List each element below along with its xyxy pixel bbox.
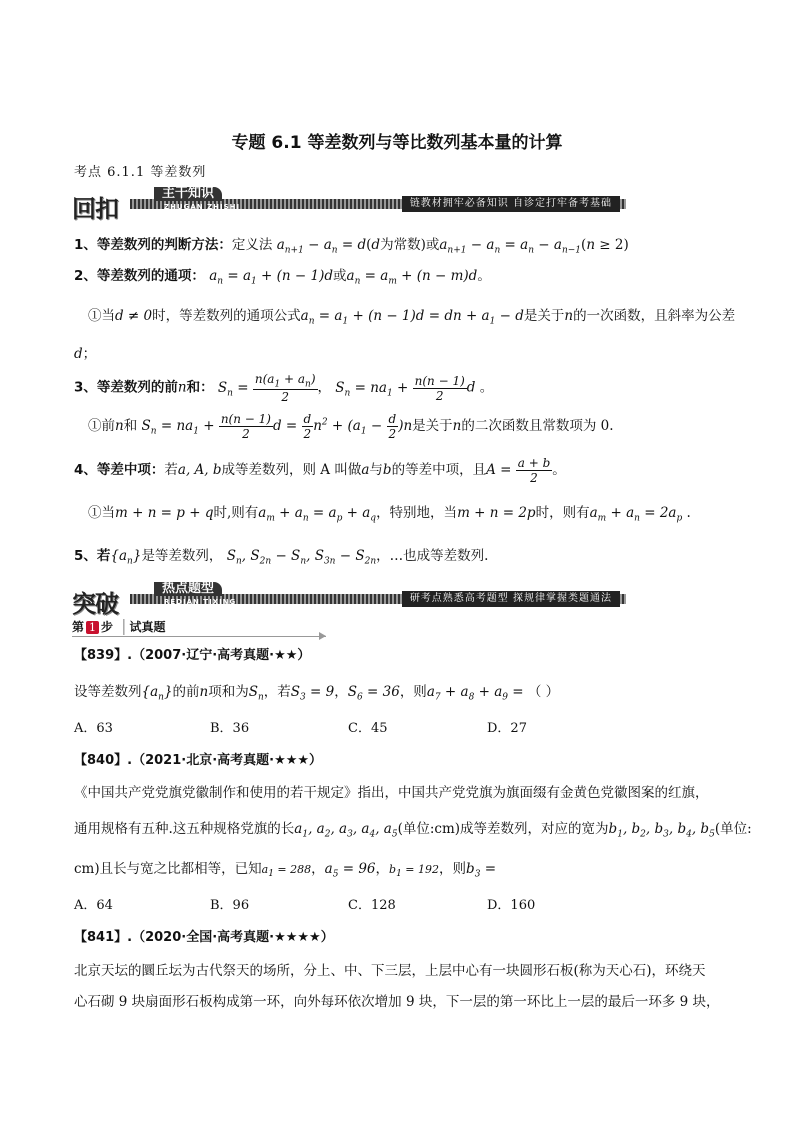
page-title: 专题 6.1 等差数列与等比数列基本量的计算 bbox=[231, 133, 563, 153]
q840-option-c: C．128 bbox=[348, 898, 396, 913]
step-arrow-icon bbox=[319, 632, 326, 640]
knowledge-2-note: ①当d ≠ 0时，等差数列的通项公式$a_n = a_1 + (n - 1)d$ = dn + $a_1 - d$是关于n的一次函数，且斜率为公差 bbox=[88, 308, 736, 327]
q841-line-1: 北京天坛的圜丘坛为古代祭天的场所，分上、中、下三层，上层中心有一块圆形石板(称为天心石)，环绕天 bbox=[74, 963, 706, 979]
q839-option-d: D．27 bbox=[487, 721, 527, 736]
kaodian-label: 考点 6.1.1 等差数列 bbox=[74, 165, 207, 180]
q839-header: 【839】.（2007·辽宁·高考真题·★★） bbox=[74, 648, 311, 663]
banner-breakthrough bbox=[72, 581, 626, 618]
banner-tab: 主干知识 bbox=[154, 187, 222, 201]
q841-header: 【841】.（2020·全国·高考真题·★★★★） bbox=[74, 930, 334, 945]
q841-line-2: 心石砌 9 块扇面形石板构成第一环，向外每环依次增加 9 块，下一层的第一环比上一层的最后一环多 9 块， bbox=[74, 994, 720, 1010]
banner-word: 突破 bbox=[72, 589, 118, 618]
q840-line-2: 通用规格有五种.这五种规格党旗的长$a_1$, $a_2$, $a_3$, $a_4$, $a_5$(单位:cm)成等差数列，对应的宽为$b_1$, $b_2$, $b_3$, $b_4$, $b_5$(单位: bbox=[74, 821, 752, 840]
banner-review bbox=[72, 186, 626, 223]
q840-line-3: cm)且长与宽之比都相等，已知$a_1 = 288$，$a_5 = 96$，$b_1 = 192$，则$b_3$ = bbox=[74, 861, 497, 880]
step-label: 第 1 步 | 试真题 bbox=[72, 616, 326, 637]
banner-slogan: 研考点熟悉高考题型 探规律掌握类题通法 bbox=[402, 591, 620, 607]
q840-option-d: D．160 bbox=[487, 898, 536, 913]
knowledge-2: 2、等差数列的通项： $a_n = a_1 + (n - 1)d$或$a_n = a_m + (n - m)d$。 bbox=[74, 268, 491, 287]
step-number: 1 bbox=[86, 621, 99, 634]
banner-pinyin: REDIAN TIXING bbox=[164, 598, 237, 606]
q840-option-a: A．64 bbox=[74, 898, 113, 913]
knowledge-3: 3、等差数列的前n和： $S_n$ = $\frac{n(a_1 + a_n)}{2}$ ， $S_n = na_1$ + $\frac{n(n - 1)}{2}$ d 。 bbox=[74, 372, 494, 405]
q840-line-1: 《中国共产党党旗党徽制作和使用的若干规定》指出，中国共产党党旗为旗面缀有金黄色党徽图案的红旗， bbox=[74, 785, 709, 801]
step-title: 试真题 bbox=[129, 620, 166, 634]
banner-slogan: 链教材拥牢必备知识 自诊定打牢备考基础 bbox=[402, 196, 620, 212]
q839-stem: 设等差数列$\{a_n\}$的前n项和为$S_n$，若$S_3 = 9$，$S_6 = 36$，则$a_7 + a_8 + a_9$ = （ ） bbox=[74, 684, 560, 703]
banner-tab: 热点题型 bbox=[154, 582, 222, 596]
banner-pinyin: ZHUGAN ZHISHI bbox=[164, 203, 241, 211]
knowledge-3-note: ①前n和 $S_n = na_1$ + $\frac{n(n - 1)}{2}$ d = $\frac{d}{2}$ $n^2 + (a_1$ − $\frac{d}{2}$ )n是关于n的二次函数且常数项为 0. bbox=[88, 412, 614, 441]
knowledge-1: 1、等差数列的判断方法：定义法 $a_{n+1} - a_n = d(d$为常数)或$a_{n+1} - a_n = a_n - a_{n-1}(n \ge 2)$ bbox=[74, 237, 629, 256]
banner-word: 回扣 bbox=[72, 194, 118, 223]
knowledge-2-note-end: d； bbox=[74, 346, 97, 362]
step-pre: 第 bbox=[72, 620, 85, 634]
q839-option-a: A．63 bbox=[74, 721, 113, 736]
q839-option-c: C．45 bbox=[348, 721, 388, 736]
step-post: 步 bbox=[101, 620, 114, 634]
q839-option-b: B．36 bbox=[210, 721, 250, 736]
knowledge-4-note: ①当m + n = p + q时,则有$a_m + a_n = a_p + a_q$，特别地，当m + n = 2p时，则有$a_m + a_n = 2a_p$ . bbox=[88, 505, 691, 524]
knowledge-4: 4、等差中项：若a, A, b成等差数列，则 A 叫做a与b的等差中项，且A = $\frac{a + b}{2}$ 。 bbox=[74, 456, 566, 485]
q840-option-b: B．96 bbox=[210, 898, 250, 913]
q840-header: 【840】.（2021·北京·高考真题·★★★） bbox=[74, 753, 323, 768]
knowledge-5: 5、若$\{a_n\}$是等差数列， $S_n$, $S_{2n} - S_n$, $S_{3n} - S_{2n}$，…也成等差数列. bbox=[74, 548, 489, 567]
